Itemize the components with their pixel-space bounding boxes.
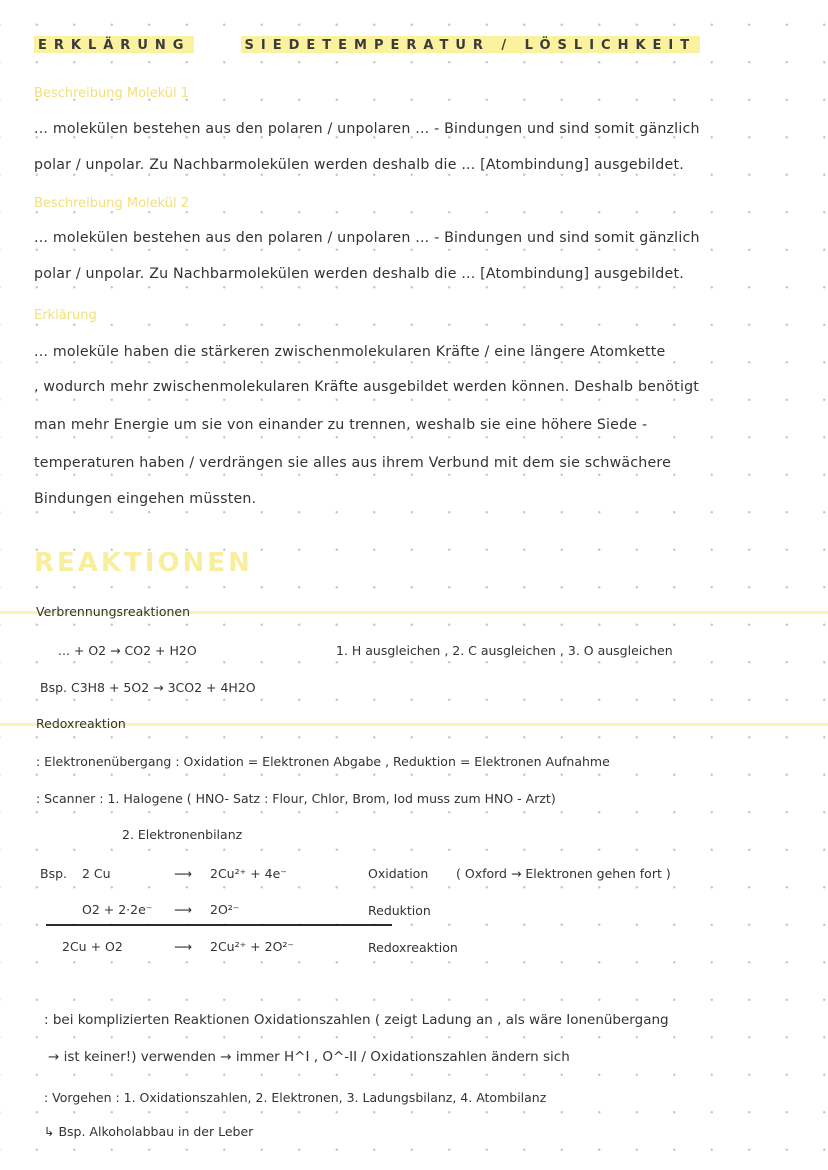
explanation-heading: Erklärung — [34, 308, 97, 323]
explanation-line5: Bindungen eingehen müssten. — [34, 491, 257, 507]
redox-heading: Redoxreaktion — [36, 716, 126, 731]
redox-scanner-2: 2. Elektronenbilanz — [122, 827, 243, 842]
oxnum-line2: → ist keiner!) verwenden → immer H^I , O^-II / Oxidationszahlen ändern sich — [48, 1049, 570, 1065]
redox-red-left: O2 + 2·2e⁻ — [82, 902, 153, 917]
redox-sum-label: Redoxreaktion — [368, 940, 458, 955]
combustion-example: Bsp. C3H8 + 5O2 → 3CO2 + 4H2O — [40, 680, 256, 695]
header-title — [34, 36, 700, 53]
molecule1-line1: ... molekülen bestehen aus den polaren / unpolaren ... - Bindungen und sind somit gänzlich — [34, 121, 700, 137]
explanation-line4: temperaturen haben / verdrängen sie alles aus ihrem Verbund mit dem sie schwächere — [34, 455, 672, 471]
molecule1-line2: polar / unpolar. Zu Nachbarmolekülen werden deshalb die ... [Atombindung] ausgebildet. — [34, 157, 684, 173]
molecule2-line1: ... molekülen bestehen aus den polaren / unpolaren ... - Bindungen und sind somit gänzlich — [34, 230, 700, 246]
redox-sum-right: 2Cu²⁺ + 2O²⁻ — [210, 939, 295, 954]
redox-sum-arrow: ⟶ — [174, 939, 192, 954]
combustion-heading: Verbrennungsreaktionen — [36, 604, 191, 619]
oxnum-line3: : Vorgehen : 1. Oxidationszahlen, 2. Elektronen, 3. Ladungsbilanz, 4. Atombilanz — [44, 1090, 547, 1105]
redox-ox-arrow: ⟶ — [174, 866, 192, 881]
redox-transfer: : Elektronenübergang : Oxidation = Elektronen Abgabe , Reduktion = Elektronen Aufnahme — [36, 754, 610, 769]
redox-red-right: 2O²⁻ — [210, 902, 240, 917]
redox-ox-left: 2 Cu — [82, 866, 111, 881]
redox-scanner: : Scanner : 1. Halogene ( HNO- Satz : Flour, Chlor, Brom, Iod muss zum HNO - Arzt) — [36, 791, 556, 806]
explanation-line3: man mehr Energie um sie von einander zu trennen, weshalb sie eine höhere Siede - — [34, 417, 648, 433]
redox-ox-note: ( Oxford → Elektronen gehen fort ) — [456, 866, 671, 881]
combustion-equation: ... + O2 → CO2 + H2O — [58, 643, 197, 658]
oxnum-line1: : bei komplizierten Reaktionen Oxidationszahlen ( zeigt Ladung an , als wäre Ionenübergang — [44, 1012, 669, 1028]
explanation-line1: ... moleküle haben die stärkeren zwischenmolekularen Kräfte / eine längere Atomkette — [34, 344, 666, 360]
redox-example-label: Bsp. — [40, 866, 67, 881]
explanation-line2: , wodurch mehr zwischenmolekularen Kräfte ausgebildet werden können. Deshalb benötigt — [34, 379, 700, 395]
redox-red-label: Reduktion — [368, 903, 431, 918]
header-title-part2: SIEDETEMPERATUR / LÖSLICHKEIT — [241, 36, 701, 53]
molecule2-heading: Beschreibung Molekül 2 — [34, 196, 190, 211]
redox-sum-left: 2Cu + O2 — [62, 939, 123, 954]
molecule2-line2: polar / unpolar. Zu Nachbarmolekülen werden deshalb die ... [Atombindung] ausgebildet. — [34, 266, 684, 282]
redox-ox-right: 2Cu²⁺ + 4e⁻ — [210, 866, 287, 881]
redox-sum-line — [46, 924, 392, 926]
redox-red-arrow: ⟶ — [174, 902, 192, 917]
oxnum-line4: ↳ Bsp. Alkoholabbau in der Leber — [44, 1124, 254, 1139]
reactions-title: REAKTIONEN — [34, 548, 253, 578]
molecule1-heading: Beschreibung Molekül 1 — [34, 86, 190, 101]
redox-ox-label: Oxidation — [368, 866, 429, 881]
header-title-part1: ERKLÄRUNG — [34, 36, 194, 53]
combustion-steps: 1. H ausgleichen , 2. C ausgleichen , 3. O ausgleichen — [336, 643, 673, 658]
